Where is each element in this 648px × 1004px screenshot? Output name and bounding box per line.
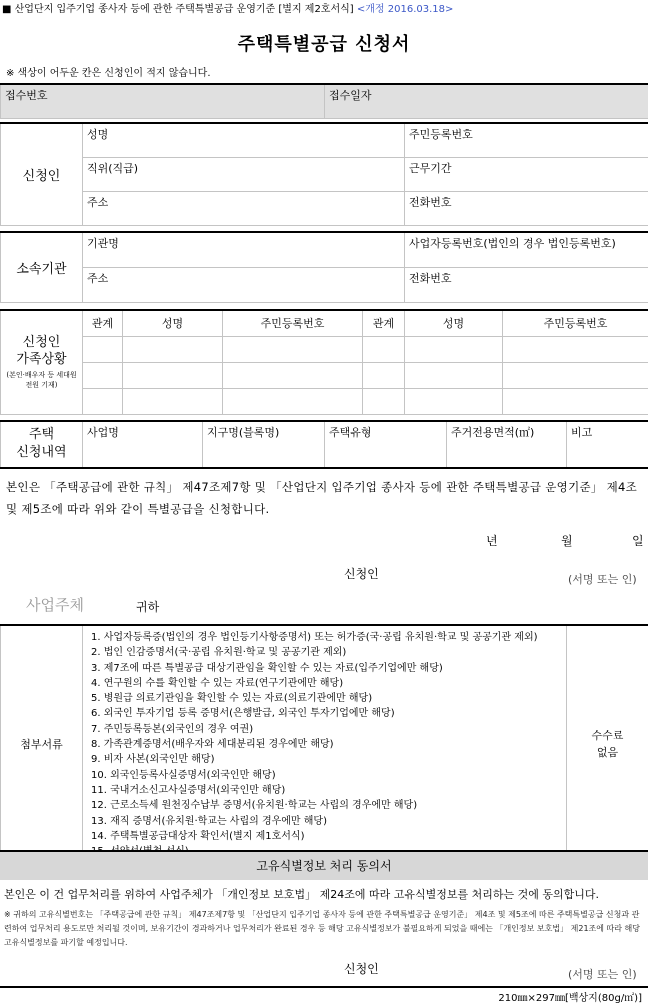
- family-row: [1, 336, 648, 362]
- page-title: 주택특별공급 신청서: [237, 34, 411, 55]
- area-field[interactable]: [447, 421, 567, 467]
- project-name-field[interactable]: [83, 421, 203, 467]
- affiliation-table: [0, 231, 648, 303]
- family-cell[interactable]: [503, 362, 648, 388]
- receipt-date-field: [325, 84, 648, 118]
- attachment-item: 12. 근로소득세 원천징수납부 증명서(유치원·학교는 사립의 경우에만 해당): [91, 800, 418, 812]
- attachment-item: 14. 주택특별공급대상자 확인서(별지 제1호서식): [91, 830, 305, 842]
- area-label: 주거전용면적(㎡): [451, 426, 535, 439]
- signature-field[interactable]: (서명 또는 인): [568, 573, 637, 586]
- org-name-field[interactable]: [83, 232, 405, 267]
- section-divider: [0, 467, 648, 469]
- signature-label: 신청인: [344, 567, 379, 581]
- bottom-divider: [0, 986, 648, 988]
- attachment-item: 2. 법인 인감증명서(국·공립 유치원·학교 및 공공기관 제외): [91, 647, 347, 659]
- family-col-resident-no-2: 주민등록번호: [503, 310, 648, 336]
- applicant-phone-field[interactable]: [405, 191, 648, 225]
- attachment-item: 5. 병원급 의료기관임을 확인할 수 있는 자료(의료기관에만 해당): [91, 693, 373, 705]
- applicant-phone-label: 전화번호: [409, 195, 452, 209]
- family-cell[interactable]: [123, 388, 223, 414]
- attachment-item: 7. 주민등록등본(외국인의 경우 여권): [91, 723, 254, 735]
- family-col-relation-2: 관계: [363, 310, 405, 336]
- fee-cell: [567, 625, 648, 862]
- attachment-item: 9. 비자 사본(외국인만 해당): [91, 754, 215, 766]
- org-phone-label: 전화번호: [409, 271, 452, 285]
- lot-name-label: 지구명(블록명): [207, 426, 280, 439]
- receipt-number-label: 접수번호: [5, 89, 48, 102]
- applicant-address-label: 주소: [87, 195, 109, 209]
- paper-size: 210㎜×297㎜[백상지(80g/㎡)]: [498, 993, 642, 1004]
- family-cell[interactable]: [363, 362, 405, 388]
- consent-signature-field[interactable]: (서명 또는 인): [568, 968, 637, 981]
- fee-label: 수수료: [591, 728, 624, 742]
- family-cell[interactable]: [223, 362, 363, 388]
- receipt-date-label: 접수일자: [329, 89, 372, 102]
- biz-no-field[interactable]: [405, 232, 648, 267]
- revision-date: <개정 2016.03.18>: [356, 4, 454, 15]
- attachment-item: 11. 국내거소신고사실증명서(외국인만 해당): [91, 784, 286, 796]
- org-phone-field[interactable]: [405, 267, 648, 302]
- attachment-item: 3. 제7조에 따른 특별공급 대상기관임을 확인할 수 있는 자료(입주기업에만 해당): [91, 662, 443, 674]
- family-cell[interactable]: [405, 362, 503, 388]
- family-col-name-2: 성명: [405, 310, 503, 336]
- family-cell[interactable]: [223, 336, 363, 362]
- applicant-tenure-field[interactable]: [405, 157, 648, 191]
- receipt-number-field: [1, 84, 325, 118]
- applicant-position-label: 직위(직급): [87, 161, 139, 175]
- org-address-field[interactable]: [83, 267, 405, 302]
- family-cell[interactable]: [223, 388, 363, 414]
- housing-section-label: [1, 421, 83, 467]
- date-month: 월: [561, 534, 573, 548]
- project-name-label: 사업명: [87, 426, 119, 439]
- housing-label-line1: 주택: [28, 427, 55, 443]
- attachments-list-cell: [83, 625, 567, 862]
- family-cell[interactable]: [503, 388, 648, 414]
- biz-no-label: 사업자등록번호(법인의 경우 법인등록번호): [409, 237, 616, 250]
- consent-text: 본인은 이 건 업무처리를 위하여 사업주체가 「개인정보 보호법」 제24조에 따라 고유식별정보를 처리하는 것에 동의합니다.: [4, 888, 599, 901]
- family-cell[interactable]: [83, 388, 123, 414]
- recipient-name: 사업주체: [26, 596, 84, 614]
- attachment-item: 1. 사업자등록증(법인의 경우 법인등기사항증명서) 또는 허가증(국·공립 유치원·학교 및 공공기관 제외): [91, 632, 538, 643]
- family-cell[interactable]: [83, 362, 123, 388]
- applicant-name-field[interactable]: [83, 123, 405, 157]
- family-cell[interactable]: [405, 388, 503, 414]
- family-section-label: [1, 310, 83, 414]
- application-statement: 본인은 「주택공급에 관한 규칙」 제47조제7항 및 「산업단지 입주기업 종사자 등에 관한 주택특별공급 운영기준」 제4조 및 제5조에 따라 위와 같이 특별공급을 신청합니다.: [6, 480, 638, 516]
- consent-footnote: ※ 귀하의 고유식별번호는 「주택공급에 관한 규칙」 제47조제7항 및 「산업단지 입주기업 종사자 등에 관한 주택특별공급 운영기준」 제4조 및 제5조에 따른 주택특별공급 신청과 관련하여 업무처리 용도로만 처리될 것이며, 보유기간이 경과하거나 업무처리가 완료된 경우 등 해당 고유식별정보가 불필요하게 되었을 때에는 「개인정보 보호법」 제21조에 따라 해당 고유식별정보를 파기할 예정입니다.: [4, 910, 640, 947]
- date-day: 일: [632, 534, 644, 548]
- family-label-line1: 신청인: [22, 335, 61, 351]
- family-col-resident-no-1: 주민등록번호: [223, 310, 363, 336]
- attachment-item: 8. 가족관계증명서(배우자와 세대분리된 경우에만 해당): [91, 739, 334, 751]
- form-reference: [2, 0, 453, 15]
- family-col-relation-1: 관계: [83, 310, 123, 336]
- family-cell[interactable]: [363, 336, 405, 362]
- family-row: [1, 388, 648, 414]
- housing-table: [0, 420, 648, 468]
- applicant-section-label: 신청인: [1, 123, 83, 225]
- attachments-label: 첨부서류: [1, 625, 83, 862]
- applicant-resident-no-field[interactable]: [405, 123, 648, 157]
- family-row: [1, 362, 648, 388]
- applicant-name-label: 성명: [87, 128, 109, 141]
- attachments-table: [0, 624, 648, 862]
- attachment-item: 13. 재직 증명서(유치원·학교는 사립의 경우에만 해당): [91, 815, 327, 827]
- org-address-label: 주소: [87, 271, 109, 285]
- family-cell[interactable]: [83, 336, 123, 362]
- housing-type-label: 주택유형: [329, 426, 372, 439]
- applicant-tenure-label: 근무기간: [409, 161, 452, 175]
- family-cell[interactable]: [123, 362, 223, 388]
- housing-type-field[interactable]: [325, 421, 447, 467]
- family-cell[interactable]: [363, 388, 405, 414]
- remarks-field[interactable]: [567, 421, 648, 467]
- attachments-list: [91, 630, 562, 859]
- instruction-note: ※ 색상이 어두운 칸은 신청인이 적지 않습니다.: [6, 68, 211, 79]
- applicant-resident-no-label: 주민등록번호: [409, 128, 473, 141]
- family-label-line2: 가족상황: [16, 352, 67, 368]
- attachment-item: 10. 외국인등록사실증명서(외국인만 해당): [91, 769, 276, 781]
- lot-name-field[interactable]: [203, 421, 325, 467]
- attachment-item: 4. 연구원의 수를 확인할 수 있는 자료(연구기관에만 해당): [91, 677, 344, 689]
- family-table: [0, 309, 648, 415]
- form-reference-text: ■ 산업단지 입주기업 종사자 등에 관한 주택특별공급 운영기준 [별지 제2호서식]: [2, 4, 354, 15]
- fee-value: 없음: [596, 745, 619, 759]
- housing-label-line2: 신청내역: [16, 445, 67, 461]
- family-label-note: (본인·배우자 등 세대원 전원 기재): [6, 371, 77, 390]
- recipient-honorific: 귀하: [136, 600, 160, 614]
- family-cell[interactable]: [123, 336, 223, 362]
- applicant-position-field[interactable]: [83, 157, 405, 191]
- consent-heading: 고유식별정보 처리 동의서: [0, 852, 648, 880]
- family-cell[interactable]: [405, 336, 503, 362]
- receipt-table: [0, 83, 648, 119]
- org-name-label: 기관명: [87, 237, 119, 250]
- remarks-label: 비고: [571, 426, 593, 439]
- date-year: 년: [486, 534, 498, 548]
- family-col-name-1: 성명: [123, 310, 223, 336]
- consent-signature-label: 신청인: [344, 962, 379, 976]
- family-cell[interactable]: [503, 336, 648, 362]
- attachment-item: 6. 외국인 투자기업 등록 증명서(은행발급, 외국인 투자기업에만 해당): [91, 708, 395, 720]
- affiliation-section-label: 소속기관: [1, 232, 83, 302]
- applicant-table: [0, 122, 648, 226]
- applicant-address-field[interactable]: [83, 191, 405, 225]
